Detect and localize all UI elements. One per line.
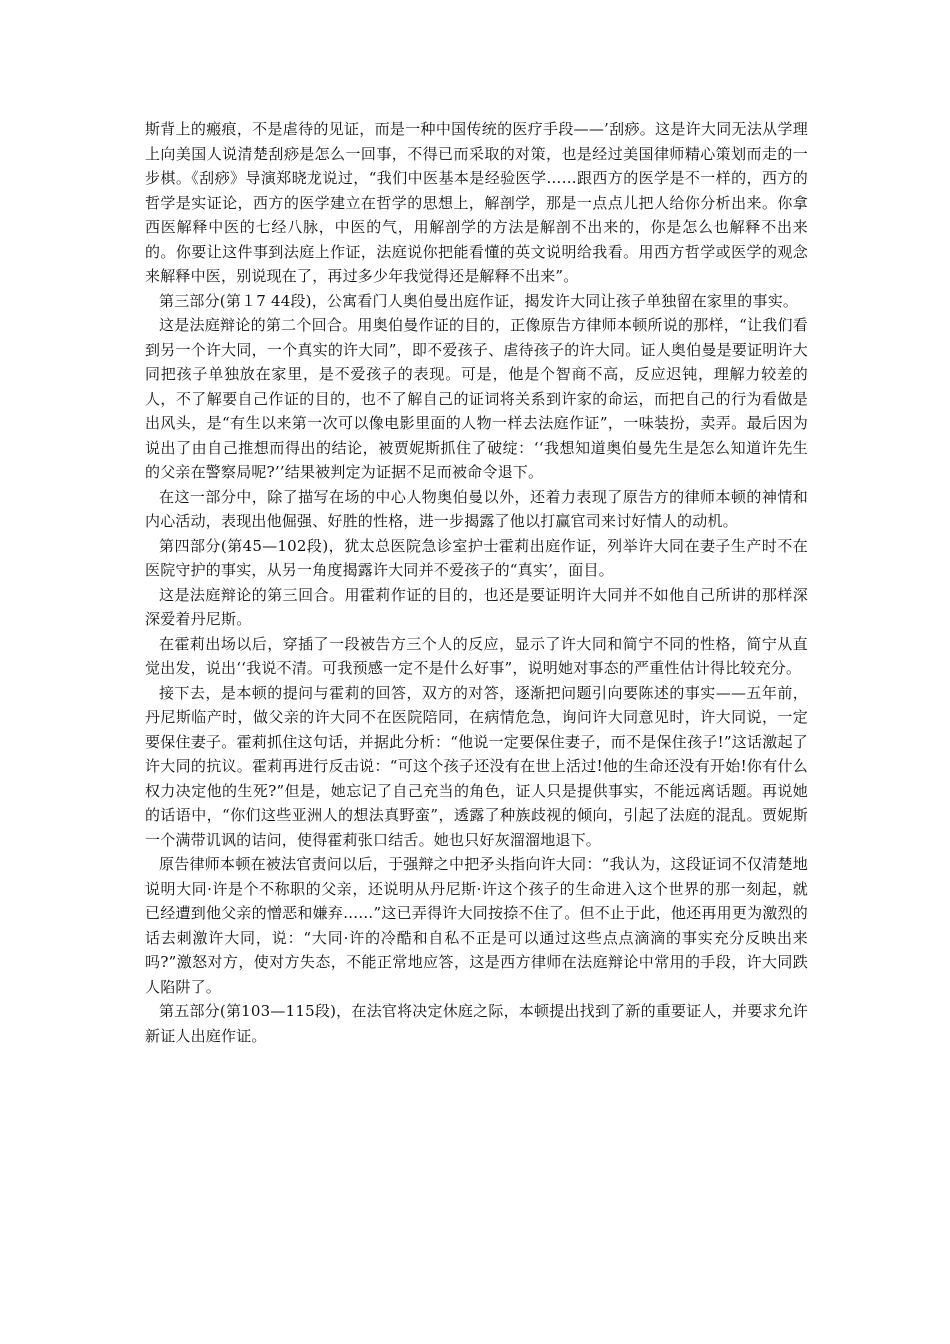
paragraph-2: 第三部分(第１7 44段)，公寓看门人奥伯曼出庭作证，揭发许大同让孩子单独留在家里的事实。 — [159, 291, 799, 310]
paragraph-1: 斯背上的瘢痕，不是虐待的见证，而是一种中国传统的医疗手段——’刮痧。这是许大同无法从学理上向美国人说清楚刮痧是怎么一回事，不得已而采取的对策，也是经过美国律师精心策划而走的一步棋。《刮痧》导演郑晓龙说过，“我们中医基本是经验医学……跟西方的医学是不一样的，西方的哲学是实证论，西方的医学建立在哲学的思想上，解剖学，那是一点点儿把人给你分析出来。你拿西医解释中医的七经八脉，中医的气，用解剖学的方法是解剖不出来的，你是怎么也解释不出来的。你要让这件事到法庭上作证，法庭说你把能看懂的英文说明给我看。用西方哲学或医学的观念来解释中医，别说现在了，再过多少年我觉得还是解释不出来”。 — [145, 120, 808, 285]
paragraph-6: 这是法庭辩论的第三回合。用霍莉作证的目的，也还是要证明许大同并不如他自己所讲的那样深深爱着丹尼斯。 — [145, 585, 808, 628]
paragraph-7: 在霍莉出场以后，穿插了一段被告方三个人的反应，显示了许大同和简宁不同的性格，简宁从直觉出发，说出‘‘我说不清。可我预感一定不是什么好事”，说明她对事态的严重性估计得比较充分。 — [145, 634, 808, 677]
paragraph-8: 接下去，是本顿的提问与霍莉的回答，双方的对答，逐渐把问题引向要陈述的事实——五年前，丹尼斯临产时，做父亲的许大同不在医院陪同，在病情危急，询问许大同意见时，许大同说，一定要保住妻子。霍莉抓住这句话，并据此分析：“他说一定要保住妻子，而不是保住孩子!”这话激起了许大同的抗议。霍莉再进行反击说：“可这个孩子还没有在世上活过!他的生命还没有开始!你有什么权力决定他的生死?”但是，她忘记了自己充当的角色，证人只是提供事实，不能远离话题。再说她的话语中，“你们这些亚洲人的想法真野蛮”，透露了种族歧视的倾向，引起了法庭的混乱。贾妮斯一个满带讥讽的诘问，使得霍莉张口结舌。她也只好灰溜溜地退下。 — [145, 683, 808, 849]
paragraph-5: 第四部分(第45—102段)，犹太总医院急诊室护士霍莉出庭作证，列举许大同在妻子生产时不在医院守护的事实，从另一角度揭露许大同并不爱孩子的“真实’，面目。 — [145, 536, 808, 579]
paragraph-9: 原告律师本顿在被法官责问以后，于强辩之中把矛头指向许大同：“我认为，这段证词不仅清楚地说明大同·许是个不称职的父亲，还说明从丹尼斯·许这个孩子的生命进入这个世界的那一刻起，就已经遭到他父亲的憎恶和嫌弃……”这已弄得许大同按捺不住了。但不止于此，他还再用更为激烈的话去刺激许大同，说：“大同·许的冷酷和自私不正是可以通过这些点点滴滴的事实充分反映出来吗?”激怒对方，使对方失态，不能正常地应答，这是西方律师在法庭辩论中常用的手段，许大同跌人陷阱了。 — [145, 855, 808, 996]
paragraph-4: 在这一部分中，除了描写在场的中心人物奥伯曼以外，还着力表现了原告方的律师本顿的神情和内心活动，表现出他倔强、好胜的性格，进一步揭露了他以打赢官司来讨好情人的动机。 — [145, 487, 808, 530]
document-page — [145, 117, 808, 1048]
paragraph-10: 第五部分(第103—115段)，在法官将决定休庭之际，本顿提出找到了新的重要证人，并要求允许新证人出庭作证。 — [145, 1002, 808, 1045]
paragraph-3: 这是法庭辩论的第二个回合。用奥伯曼作证的目的，正像原告方律师本顿所说的那样，“让我们看到另一个许大同，一个真实的许大同”，即不爱孩子、虐待孩子的许大同。证人奥伯曼是要证明许大同把孩子单独放在家里，是不爱孩子的表现。可是，他是个智商不高，反应迟钝，理解力较差的人，不了解要自己作证的目的，也不了解自己的证词将关系到许家的命运，而把自己的行为看做是出风头，是“有生以来第一次可以像电影里面的人物一样去法庭作证”，一味装扮，卖弄。最后因为说出了由自己推想而得出的结论，被贾妮斯抓住了破绽：‘‘我想知道奥伯曼先生是怎么知道许先生的父亲在警察局呢?’’结果被判定为证据不足而被命令退下。 — [145, 316, 808, 481]
